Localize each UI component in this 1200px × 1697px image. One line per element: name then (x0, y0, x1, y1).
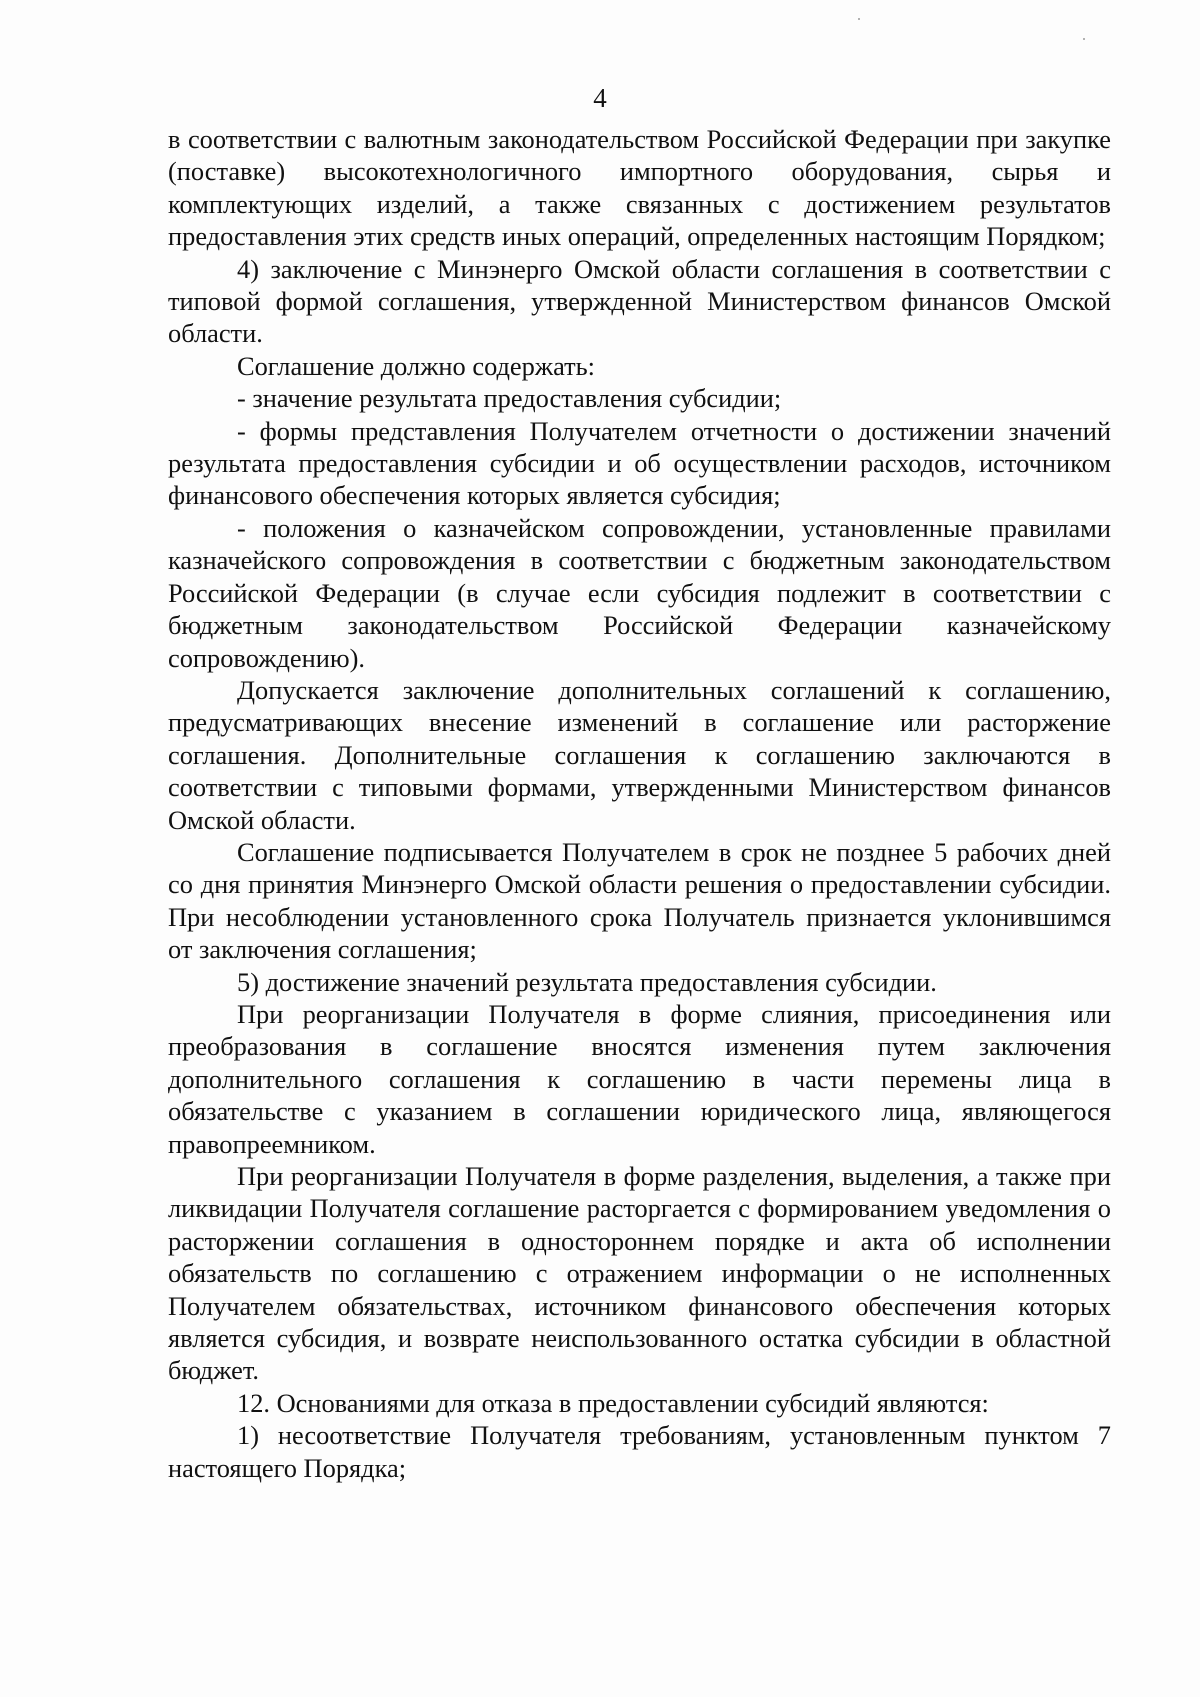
paragraph: 1) несоответствие Получателя требованиям, установленным пунктом 7 настоящего Порядка; (168, 1420, 1111, 1483)
paragraph: 4) заключение с Минэнерго Омской области соглашения в соответствии с типовой формой соглашения, утвержденной Министерством финансов Омской области. (168, 253, 1111, 349)
scan-speck (858, 18, 860, 20)
paragraph: в соответствии с валютным законодательством Российской Федерации при закупке (поставке) высокотехнологичного импортного оборудования, сырья и комплектующих изделий, а также связанных с достижением результатов предоставления этих средств иных операций, определенных настоящим Порядком; (168, 124, 1111, 252)
paragraph: Допускается заключение дополнительных соглашений к соглашению, предусматривающих внесение изменений в соглашение или расторжение соглашения. Дополнительные соглашения к соглашению заключаются в соответствии с типовыми формами, утвержденными Министерством финансов Омской области. (168, 674, 1111, 835)
paragraph: При реорганизации Получателя в форме слияния, присоединения или преобразования в соглашение вносятся изменения путем заключения дополнительного соглашения к соглашению в части перемены лица в обязательстве с указанием в соглашении юридического лица, являющегося правопреемником. (168, 998, 1111, 1159)
paragraph: 12. Основаниями для отказа в предоставлении субсидий являются: (237, 1387, 989, 1418)
paragraph: Соглашение подписывается Получателем в срок не позднее 5 рабочих дней со дня принятия Минэнерго Омской области решения о предоставлении субсидии. При несоблюдении установленного срока Получатель признается уклонившимся от заключения соглашения; (168, 836, 1111, 965)
document-body (168, 123, 1111, 1484)
list-item: - положения о казначейском сопровождении, установленные правилами казначейского сопровождения в соответствии с бюджетным законодательством Российской Федерации (в случае если субсидия подлежит в соответствии с бюджетным законодательством Российской Федерации казначейскому сопровождению). (168, 512, 1111, 673)
scan-speck (1083, 38, 1085, 40)
paragraph: Соглашение должно содержать: (237, 350, 595, 381)
paragraph: При реорганизации Получателя в форме разделения, выделения, а также при ликвидации Получателя соглашение расторгается с формированием уведомления о расторжении соглашения в одностороннем порядке и акта об исполнении обязательств по соглашению с отражением информации о не исполненных Получателем обязательствах, источником финансового обеспечения которых является субсидия, и возврате неиспользованного остатка субсидии в областной бюджет. (168, 1161, 1111, 1386)
page-number: 4 (593, 83, 607, 113)
paragraph: 5) достижение значений результата предоставления субсидии. (237, 966, 937, 997)
list-item: - формы представления Получателем отчетности о достижении значений результата предоставления субсидии и об осуществлении расходов, источником финансового обеспечения которых является субсидия; (168, 415, 1111, 511)
list-item: - значение результата предоставления субсидии; (237, 383, 782, 414)
